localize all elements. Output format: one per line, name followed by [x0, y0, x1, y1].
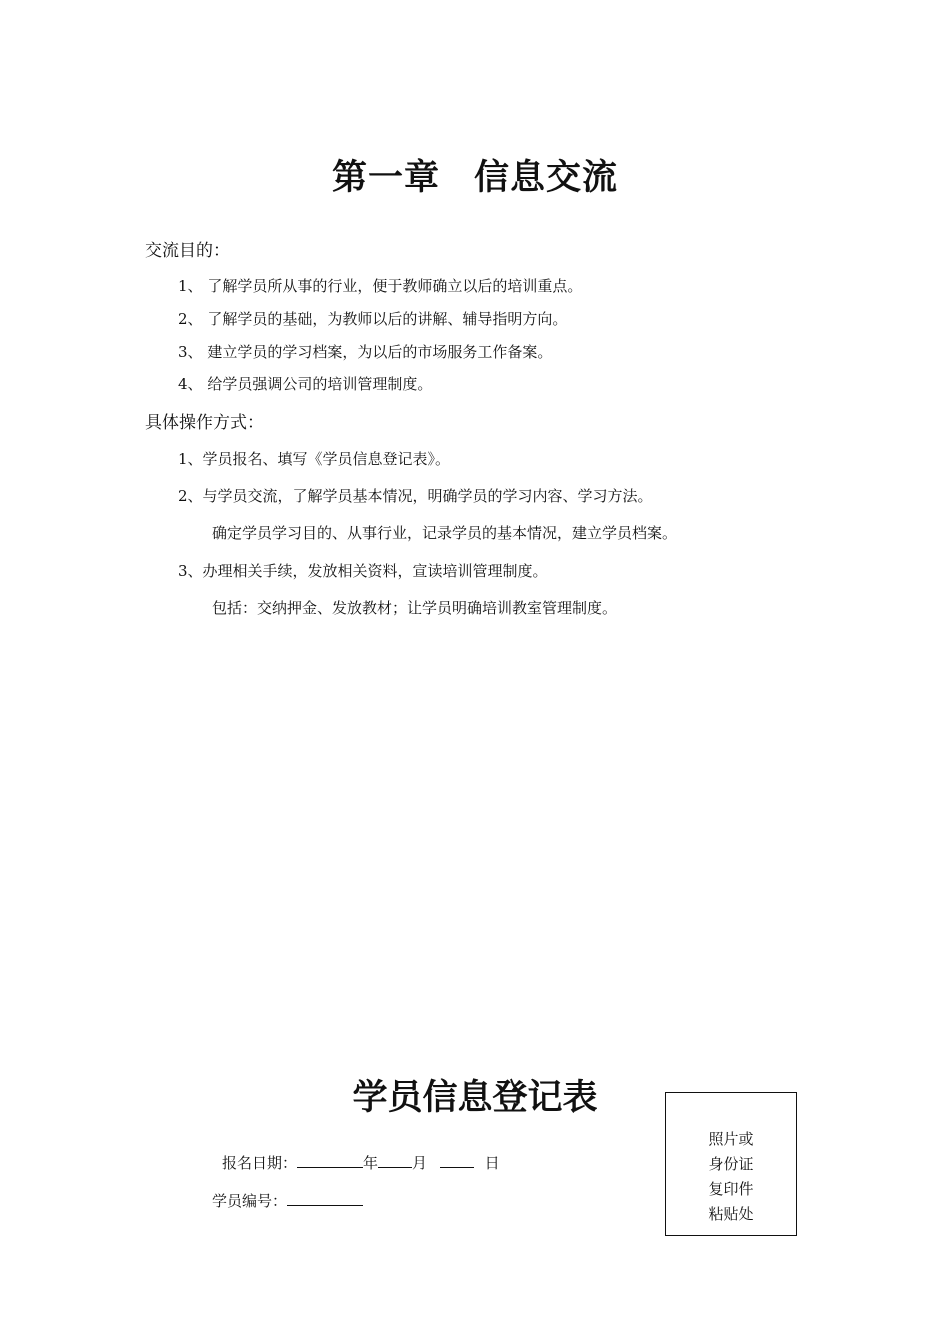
student-id-row	[212, 1190, 363, 1211]
photo-box-line: 粘贴处	[708, 1205, 754, 1223]
item-number: 2、	[178, 310, 203, 328]
operation-item-3-detail: 包括：交纳押金、发放教材；让学员明确培训教室管理制度。	[212, 599, 618, 617]
student-id-blank[interactable]	[287, 1191, 363, 1206]
month-blank[interactable]	[378, 1153, 412, 1168]
form-title: 学员信息登记表	[352, 1078, 598, 1118]
purpose-item-1	[178, 275, 582, 296]
photo-paste-box	[665, 1092, 797, 1236]
item-number: 1、	[178, 277, 203, 295]
registration-date-row	[222, 1152, 500, 1173]
month-label: 月	[412, 1154, 428, 1172]
purpose-item-3	[178, 341, 552, 362]
operation-item-2: 2、与学员交流，了解学员基本情况，明确学员的学习内容、学习方法。	[178, 487, 653, 505]
date-label: 报名日期：	[222, 1154, 298, 1172]
operation-item-1: 1、学员报名、填写《学员信息登记表》。	[178, 450, 451, 468]
student-id-label: 学员编号：	[212, 1192, 288, 1210]
purpose-heading: 交流目的：	[145, 241, 230, 261]
photo-box-line: 照片或	[708, 1130, 754, 1148]
operation-item-2-detail: 确定学员学习目的、从事行业，记录学员的基本情况，建立学员档案。	[212, 524, 678, 542]
item-text: 给学员强调公司的培训管理制度。	[207, 375, 433, 393]
photo-box-line: 复印件	[708, 1180, 754, 1198]
operation-item-3: 3、办理相关手续，发放相关资料，宣读培训管理制度。	[178, 562, 548, 580]
chapter-name: 信息交流	[474, 158, 619, 198]
day-label: 日	[484, 1154, 500, 1172]
operation-heading: 具体操作方式：	[145, 413, 264, 433]
item-text: 了解学员的基础，为教师以后的讲解、辅导指明方向。	[207, 310, 568, 328]
year-blank[interactable]	[297, 1153, 363, 1168]
item-number: 3、	[178, 343, 203, 361]
item-number: 4、	[178, 375, 203, 393]
photo-box-line: 身份证	[708, 1155, 754, 1173]
item-text: 了解学员所从事的行业，便于教师确立以后的培训重点。	[207, 277, 583, 295]
day-blank[interactable]	[440, 1153, 474, 1168]
chapter-title	[0, 150, 950, 200]
chapter-number: 第一章	[331, 158, 440, 198]
year-label: 年	[363, 1154, 379, 1172]
purpose-item-4	[178, 373, 432, 394]
purpose-item-2	[178, 308, 567, 329]
item-text: 建立学员的学习档案，为以后的市场服务工作备案。	[207, 343, 553, 361]
